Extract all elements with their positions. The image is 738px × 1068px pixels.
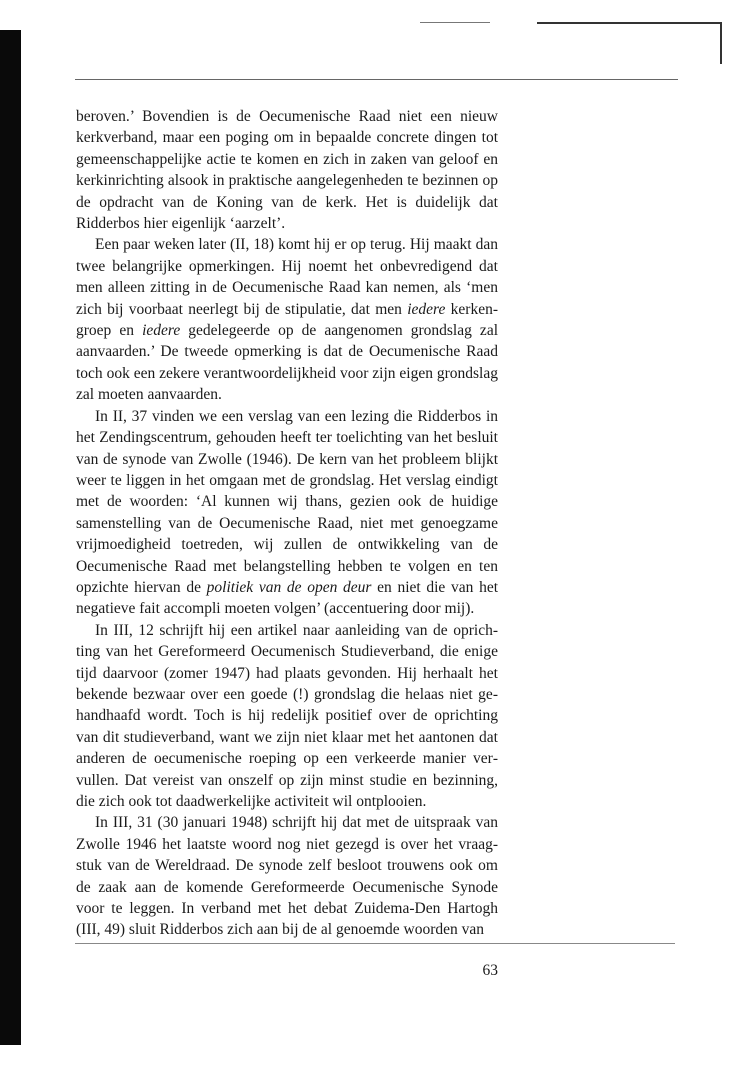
paragraph — [76, 106, 498, 234]
emphasis: iedere — [142, 322, 181, 340]
paragraph — [76, 234, 498, 405]
crop-mark — [537, 22, 721, 24]
text-run: In III, 31 (30 januari 1948) schrijft hij dat met de uitspraak van Zwolle 1946 het laatste woord nog niet gezegd is over het vraagstuk van de Wereldraad. De synode zelf besloot trouwens ook om de zaak aan de komende Gereformeerde Oecumenische Synode voor te leggen. In verband met het debat Zuidema-Den Hartogh (III, 49) sluit Ridderbos zich aan bij de al genoemde woorden van — [76, 814, 498, 939]
paragraph — [76, 812, 498, 940]
paragraph — [76, 406, 498, 620]
text-run: en niet die van het negatieve fait accompli moeten volgen’ (accentuering door mij). — [76, 578, 499, 618]
text-run: Een paar weken later (II, 18) komt hij er op terug. Hij maakt dan twee belangrijke opmerkingen. Hij noemt het onbevredigend dat men alleen zitting in de Oecumenische Raad kan nemen, als ‘men zich bij voorbaat neerlegt bij de stipulatie, dat men — [76, 236, 498, 318]
crop-mark — [720, 22, 722, 64]
text-run: gedelegeerde op de aangenomen grondslag zal aanvaarden.’ De tweede opmerking is dat de Oecumenische Raad toch ook een zekere verantwoordelijkheid voor zijn eigen grondslag zal moeten aanvaarden. — [76, 322, 499, 404]
text-run: In II, 37 vinden we een verslag van een lezing die Ridderbos in het Zendingscentrum, gehouden heeft ter toelichting van het besluit van de synode van Zwolle (1946). De kern van het probleem blijkt weer te liggen in het omgaan met de grondslag. Het verslag eindigt met de woorden: ‘Al kunnen wij thans, gezien ook de huidige samenstelling van de Oecumenische Raad, niet met genoegzame vrijmoedigheid toetreden, wij zullen de ontwikkeling van de Oecumenische Raad met belangstelling hebben te volgen en ten opzichte hiervan de — [76, 407, 498, 596]
scan-edge — [0, 30, 21, 1045]
text-run: kerkengroep en — [76, 300, 499, 340]
header-rule — [75, 79, 678, 80]
emphasis: politiek van de open deur — [206, 578, 372, 596]
text-run: In III, 12 schrijft hij een artikel naar aanleiding van de oprichting van het Gereformeerd Oecumenisch Studieverband, die enige tijd daarvoor (zomer 1947) had plaats gevonden. Hij herhaalt het bekende bezwaar over een goede (!) grondslag die helaas niet gehandhaafd wordt. Toch is hij redelijk positief over de oprichting van dit studieverband, want we zijn niet klaar met het aantonen dat anderen de oecumenische roeping op een verkeerde manier vervullen. Dat vereist van onszelf op zijn minst studie en bezinning, die zich ook tot daadwerkelijke activiteit wil ontplooien. — [76, 621, 498, 810]
text-run: beroven.’ Bovendien is de Oecumenische Raad niet een nieuw kerkverband, maar een poging om in bepaalde concrete dingen tot gemeenschappelijke actie te komen en zich in zaken van geloof en kerkinrichting alsook in praktische aangelegenheden te bezinnen op de opdracht van de Koning van de kerk. Het is duidelijk dat Ridderbos hier eigenlijk ‘aarzelt’. — [76, 108, 498, 233]
paragraph — [76, 620, 498, 813]
body-text — [76, 106, 498, 941]
crop-mark — [420, 22, 490, 23]
emphasis: iedere — [407, 300, 446, 318]
page-number: 63 — [482, 962, 498, 979]
footer-rule — [75, 943, 675, 944]
